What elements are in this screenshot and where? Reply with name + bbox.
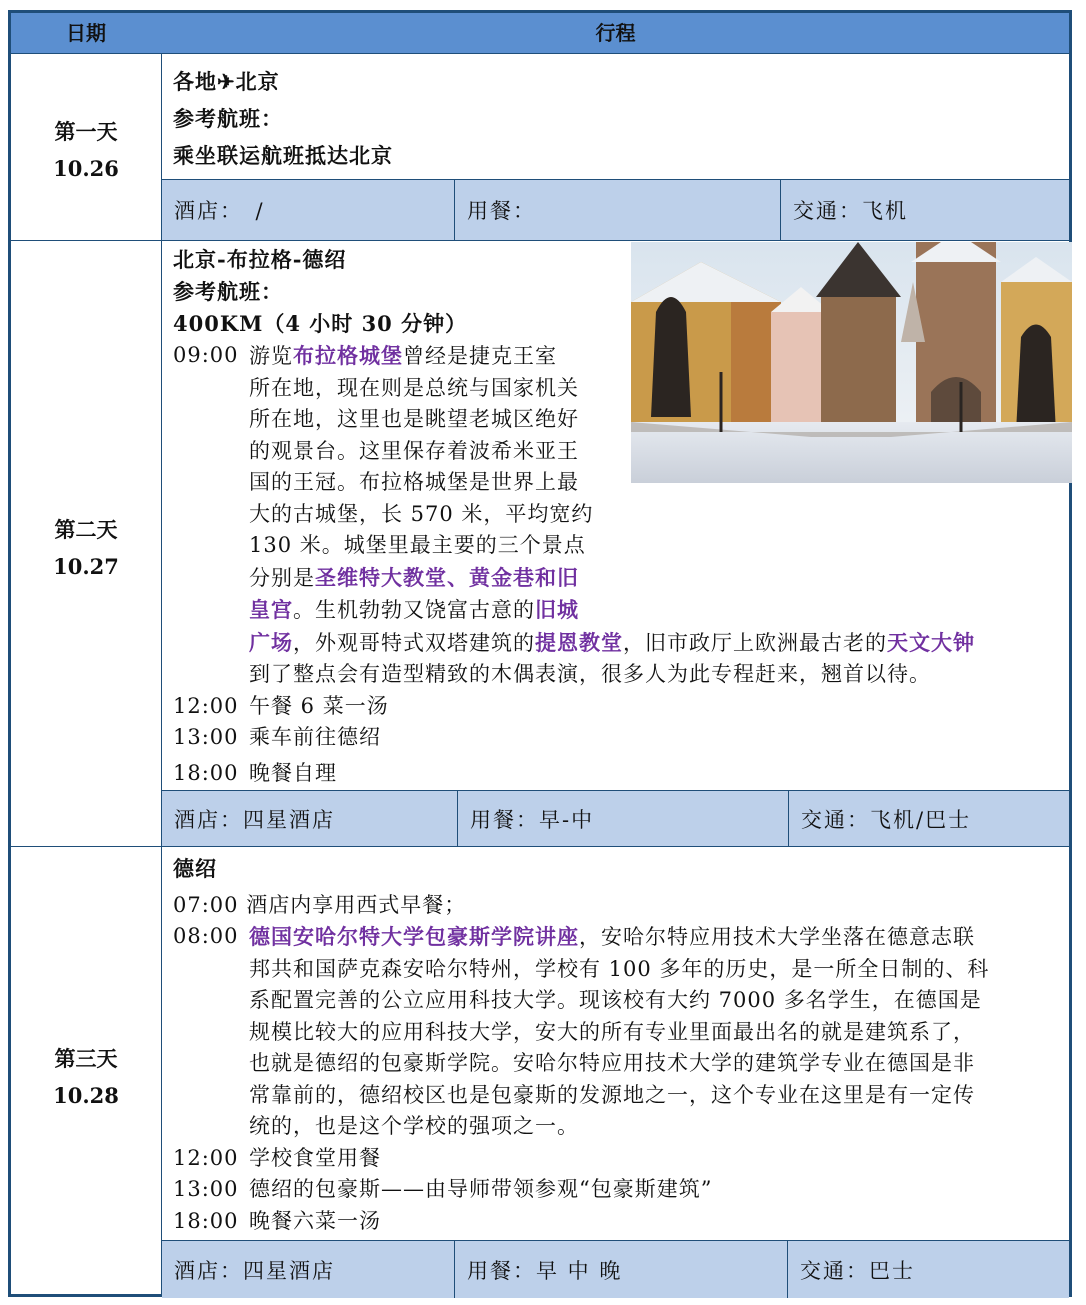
text: 系配置完善的公立应用科技大学。现该校有大约 7000 多名学生，在德国是 [249,988,982,1012]
day2-distance: 400KM（4 小时 30 分钟） [173,311,468,336]
day3-event-1200 [173,1143,1061,1175]
day1-flight-label: 参考航班： [173,106,283,131]
event-text: 学校食堂用餐 [249,1145,381,1170]
highlight-prague-castle: 布拉格城堡 [293,343,403,368]
event-text: 午餐 6 菜一汤 [249,693,389,718]
text: 统的，也是这个学校的强项之一。 [249,1114,579,1138]
day1-transport: 交通：飞机 [793,199,908,223]
itinerary-table [8,10,1072,1297]
day2-meals: 用餐：早-中 [470,807,595,832]
text: 曾经是捷克王室 [403,344,557,368]
day2-flight-label: 参考航班： [173,279,283,304]
time-label: 18:00 [173,760,239,785]
row-separator [11,240,1069,241]
day3-transport: 交通：巴士 [800,1258,915,1283]
day1-info-bar [162,179,1069,240]
text: 规模比较大的应用科技大学，安大的所有专业里面最出名的就是建筑系了， [249,1019,975,1044]
text: 130 米。城堡里最主要的三个景点 [249,533,586,557]
day3-meals: 用餐：早 中 晚 [467,1258,623,1283]
highlight-sights: 圣维特大教堂、黄金巷和旧 [315,564,579,590]
highlight-tyn-church: 提恩教堂 [535,629,623,655]
text: 。生机勃勃又饶富古意的 [293,598,535,622]
highlight-astronomical-clock: 天文大钟 [887,629,975,655]
highlight-bauhaus-lecture: 德国安哈尔特大学包豪斯学院讲座 [249,924,579,949]
day2-event-1800 [173,758,1061,790]
event-text: 晚餐自理 [249,760,337,785]
text: 所在地，现在则是总统与国家机关 [249,375,579,400]
highlight-palace: 皇宫 [249,597,293,622]
text: 所在地，这里也是眺望老城区绝好 [249,407,579,431]
day2-transport: 交通：飞机/巴士 [801,807,972,832]
day2-hotel: 酒店：四星酒店 [174,807,335,832]
day2-label: 第二天 [54,517,118,542]
day1-flight-text: 乘坐联运航班抵达北京 [173,143,393,168]
event-text: 乘车前往德绍 [249,725,381,749]
day2-event-0900 [173,340,1061,691]
event-text: 德绍的包豪斯——由导师带领参观“包豪斯建筑” [249,1177,713,1201]
day3-event-0700: 07:00 酒店内享用西式早餐； [173,893,467,917]
day3-route: 德绍 [173,856,217,881]
highlight-square: 广场 [249,629,293,655]
event-text: 晚餐六菜一汤 [249,1208,381,1233]
day3-event-1300 [173,1174,1061,1206]
time-label: 13:00 [173,725,239,749]
text: ，外观哥特式双塔建筑的 [293,630,535,655]
date-column-header: 日期 [66,21,106,45]
day3-label: 第三天 [54,1046,118,1071]
day2-info-bar [162,790,1069,846]
text: ，旧市政厅上欧洲最古老的 [623,630,887,655]
day1-hotel: 酒店： / [174,199,265,223]
highlight-old-town: 旧城 [535,597,579,622]
day2-event-1200 [173,691,1061,723]
time-label: 08:00 [173,924,239,948]
text: 也就是德绍的包豪斯学院。安哈尔特应用技术大学的建筑学专业在德国是非 [249,1051,975,1075]
day1-content [173,66,1061,172]
day3-info-bar [162,1240,1069,1298]
time-label: 13:00 [173,1177,239,1201]
day1-meals: 用餐： [467,199,536,223]
day1-date: 10.26 [53,156,119,181]
itinerary-column-header: 行程 [595,21,636,45]
text: 游览 [249,344,293,368]
day2-event-1300 [173,722,1061,754]
day2-date-cell [11,511,161,585]
text: 分别是 [249,565,315,590]
day2-route: 北京-布拉格-德绍 [173,247,347,272]
day3-date-cell [11,1040,161,1114]
time-label: 12:00 [173,693,239,718]
text: ，安哈尔特应用技术大学坐落在德意志联 [579,925,975,949]
day3-hotel: 酒店：四星酒店 [174,1258,335,1283]
text: 邦共和国萨克森安哈尔特州，学校有 100 多年的历史，是一所全日制的、科 [249,956,990,981]
day3-date: 10.28 [53,1083,119,1108]
day1-date-cell [11,113,161,187]
text: 国的王冠。布拉格城堡是世界上最 [249,470,579,494]
time-label: 12:00 [173,1145,239,1170]
day3-event-0800 [173,921,1061,1143]
event-text [249,921,1061,1143]
row-separator [11,846,1069,847]
text: 常靠前的，德绍校区也是包豪斯的发源地之一，这个专业在这里是有一定传 [249,1082,975,1107]
day1-label: 第一天 [54,119,118,144]
time-label: 09:00 [173,343,239,367]
text: 的观景台。这里保存着波希米亚王 [249,438,579,463]
table-header [11,13,1069,54]
day2-content [173,244,1061,789]
time-label: 18:00 [173,1208,239,1233]
day2-date: 10.27 [53,554,119,579]
day3-content [173,853,1061,1237]
day1-route: 各地✈北京 [173,69,280,94]
text: 到了整点会有造型精致的木偶表演，很多人为此专程赶来，翘首以待。 [249,662,931,686]
text: 大的古城堡，长 570 米，平均宽约 [249,501,594,526]
day3-event-1800 [173,1206,1061,1238]
event-text [249,340,1061,691]
